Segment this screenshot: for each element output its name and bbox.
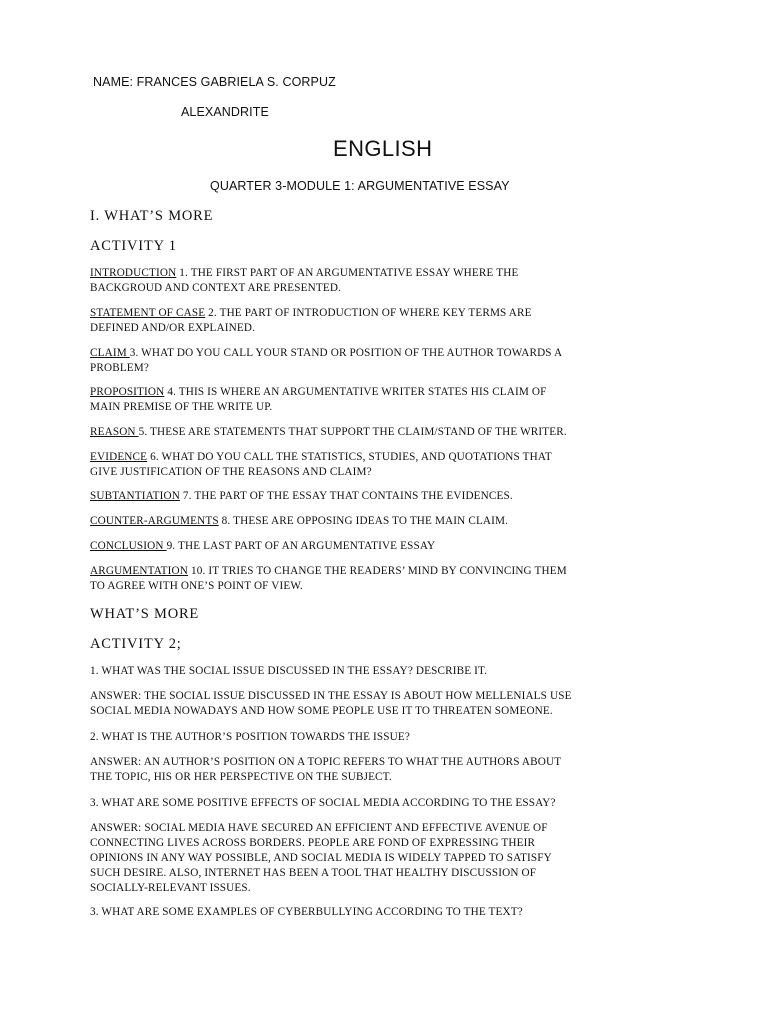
list-item [90,450,690,480]
term-label: COUNTER-ARGUMENTS [90,515,219,527]
term-label: ARGUMENTATION [90,565,189,577]
question-4 [90,905,690,920]
definition-text: PROBLEM? [90,362,150,374]
question-text: 2. WHAT IS THE AUTHOR’S POSITION TOWARDS THE ISSUE? [90,731,410,743]
answer-text: ANSWER: SOCIAL MEDIA HAVE SECURED AN EFFICIENT AND EFFECTIVE AVENUE OF [90,822,548,834]
list-item [90,489,690,504]
section-heading-whats-more: I. WHAT’S MORE [90,208,214,224]
definition-text: MAIN PREMISE OF THE WRITE UP. [90,401,273,413]
answer-3 [90,821,690,896]
answer-text: ANSWER: AN AUTHOR’S POSITION ON A TOPIC REFERS TO WHAT THE AUTHORS ABOUT [90,756,562,768]
definition-text: 2. THE PART OF INTRODUCTION OF WHERE KEY TERMS ARE [205,307,532,319]
question-text: 3. WHAT ARE SOME POSITIVE EFFECTS OF SOCIAL MEDIA ACCORDING TO THE ESSAY? [90,797,556,809]
definition-text: DEFINED AND/OR EXPLAINED. [90,322,256,334]
question-2 [90,730,690,745]
list-item [90,539,690,554]
definition-text: 5. THESE ARE STATEMENTS THAT SUPPORT THE CLAIM/STAND OF THE WRITER. [138,426,567,438]
definition-text: 3. WHAT DO YOU CALL YOUR STAND OR POSITION OF THE AUTHOR TOWARDS A [129,347,563,359]
term-label: SUBTANTIATION [90,490,180,502]
definition-text: 10. IT TRIES TO CHANGE THE READERS’ MIND BY CONVINCING THEM [188,565,567,577]
term-label: PROPOSITION [90,386,165,398]
definition-text: 4. THIS IS WHERE AN ARGUMENTATIVE WRITER STATES HIS CLAIM OF [164,386,547,398]
definition-text: 8. THESE ARE OPPOSING IDEAS TO THE MAIN CLAIM. [218,515,509,527]
definition-text: 1. THE FIRST PART OF AN ARGUMENTATIVE ESSAY WHERE THE [176,267,519,279]
list-item [90,346,690,376]
subject-title: ENGLISH [333,136,433,161]
answer-text: SUCH DESIRE. ALSO, INTERNET HAS BEEN A TOOL THAT HEALTHY DISCUSSION OF [90,867,537,879]
activity-2-heading: ACTIVITY 2; [90,636,182,652]
list-item [90,425,690,440]
question-text: 3. WHAT ARE SOME EXAMPLES OF CYBERBULLYING ACCORDING TO THE TEXT? [90,906,523,918]
term-label: INTRODUCTION [90,267,177,279]
term-label: CLAIM [90,347,130,359]
answer-text: OPINIONS IN ANY WAY POSSIBLE, AND SOCIAL MEDIA IS WIDELY TAPPED TO SATISFY [90,852,552,864]
activity-1-heading: ACTIVITY 1 [90,238,177,254]
module-title: QUARTER 3-MODULE 1: ARGUMENTATIVE ESSAY [210,179,510,193]
student-name: NAME: FRANCES GABRIELA S. CORPUZ [93,75,336,89]
list-item [90,306,690,336]
question-1 [90,664,690,679]
answer-text: THE TOPIC, HIS OR HER PERSPECTIVE ON THE SUBJECT. [90,771,392,783]
question-3 [90,796,690,811]
answer-text: CONNECTING LIVES ACROSS BORDERS. PEOPLE ARE FOND OF EXPRESSING THEIR [90,837,536,849]
definition-text: BACKGROUD AND CONTEXT ARE PRESENTED. [90,282,342,294]
definition-text: TO AGREE WITH ONE’S POINT OF VIEW. [90,580,303,592]
answer-text: SOCIAL MEDIA NOWADAYS AND HOW SOME PEOPLE USE IT TO THREATEN SOMEONE. [90,705,553,717]
section-heading-whats-more-2: WHAT’S MORE [90,606,200,622]
definition-text: 9. THE LAST PART OF AN ARGUMENTATIVE ESSAY [166,540,436,552]
answer-text: ANSWER: THE SOCIAL ISSUE DISCUSSED IN THE ESSAY IS ABOUT HOW MELLENIALS USE [90,690,572,702]
definition-text: GIVE JUSTIFICATION OF THE REASONS AND CLAIM? [90,466,372,478]
question-text: 1. WHAT WAS THE SOCIAL ISSUE DISCUSSED IN THE ESSAY? DESCRIBE IT. [90,665,488,677]
list-item [90,385,690,415]
definition-text: 6. WHAT DO YOU CALL THE STATISTICS, STUDIES, AND QUOTATIONS THAT [147,451,552,463]
term-label: STATEMENT OF CASE [90,307,206,319]
answer-2 [90,755,690,785]
list-item [90,564,690,594]
term-label: REASON [90,426,139,438]
list-item [90,266,690,296]
term-label: EVIDENCE [90,451,148,463]
list-item [90,514,690,529]
definition-text: 7. THE PART OF THE ESSAY THAT CONTAINS THE EVIDENCES. [179,490,513,502]
answer-1 [90,689,690,719]
answer-text: SOCIALLY-RELEVANT ISSUES. [90,882,251,894]
term-label: CONCLUSION [90,540,167,552]
section-name: ALEXANDRITE [181,105,269,119]
